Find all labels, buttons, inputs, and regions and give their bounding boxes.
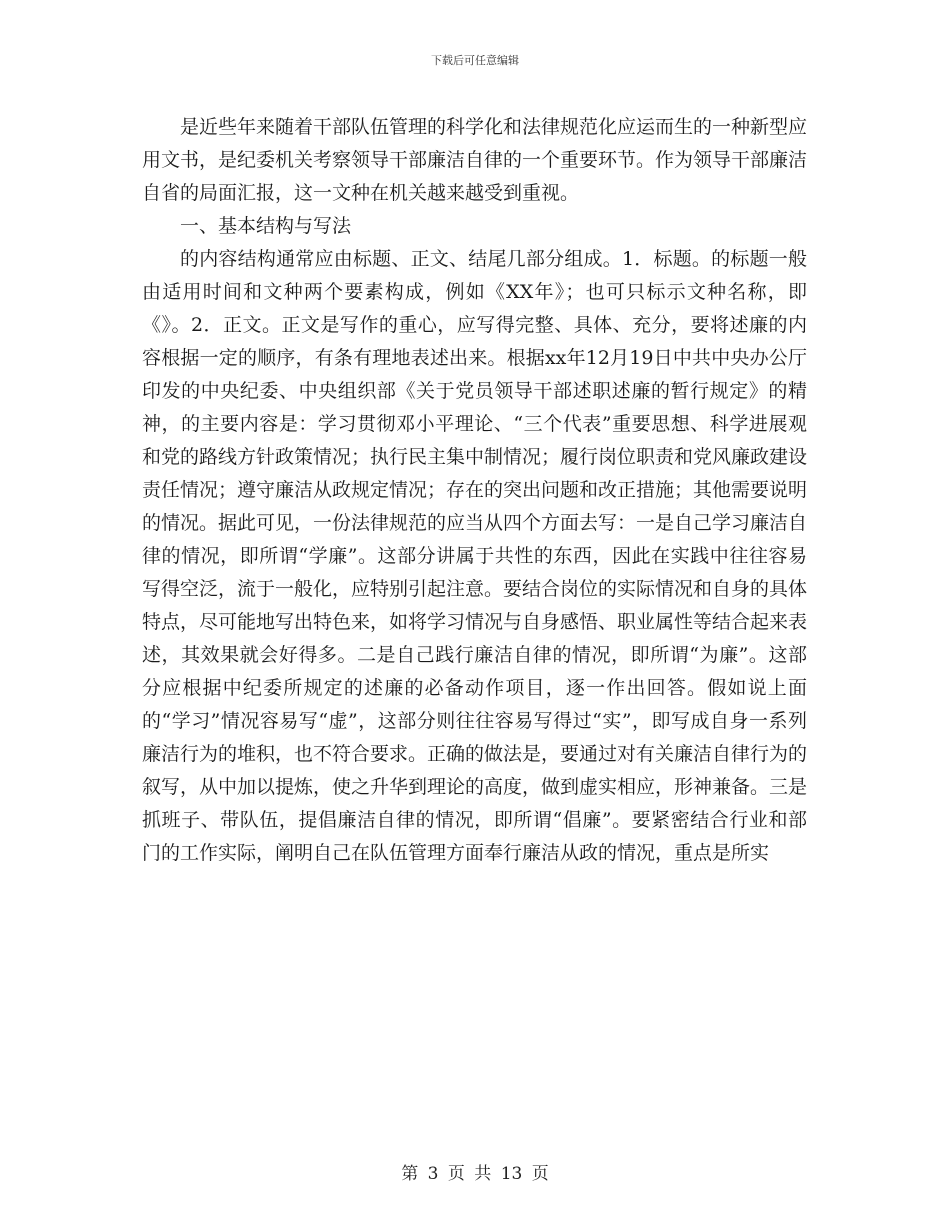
paragraph-structure: 的内容结构通常应由标题、正文、结尾几部分组成。1．标题。的标题一般由适用时间和文种两个要素构成，例如《XX年》；也可只标示文种名称，即《》。2．正文。正文是写作的重心，应写得完整、具体、充分，要将述廉的内容根据一定的顺序，有条有理地表述出来。根据xx年12月19日中共中央办公厅印发的中央纪委、中央组织部《关于党员领导干部述职述廉的暂行规定》的精神，的主要内容是：学习贯彻邓小平理论、“三个代表”重要思想、科学进展观和党的路线方针政策情况；执行民主集中制情况；履行岗位职责和党风廉政建设责任情况；遵守廉洁从政规定情况；存在的突出问题和改正措施；其他需要说明的情况。据此可见，一份法律规范的应当从四个方面去写：一是自己学习廉洁自律的情况，即所谓“学廉”。这部分讲属于共性的东西，因此在实践中往往容易写得空泛，流于一般化，应特别引起注意。要结合岗位的实际情况和自身的具体特点，尽可能地写出特色来，如将学习情况与自身感悟、职业属性等结合起来表述，其效果就会好得多。二是自己践行廉洁自律的情况，即所谓“为廉”。这部分应根据中纪委所规定的述廉的必备动作项目，逐一作出回答。假如说上面的“学习”情况容易写“虚”，这部分则往往容易写得过“实”，即写成自身一系列廉洁行为的堆积，也不符合要求。正确的做法是，要通过对有关廉洁自律行为的叙写，从中加以提炼，使之升华到理论的高度，做到虚实相应，形神兼备。三是抓班子、带队伍，提倡廉洁自律的情况，即所谓“倡廉”。要紧密结合行业和部门的工作实际，阐明自己在队伍管理方面奉行廉洁从政的情况，重点是所实 — [142, 248, 808, 864]
page-header-note: 下载后可任意编辑 — [431, 54, 519, 67]
document-body — [142, 111, 807, 870]
section-heading: 一、基本结构与写法 — [180, 215, 352, 237]
paragraph-intro: 是近些年来随着干部队伍管理的科学化和法律规范化应运而生的一种新型应用文书，是纪委机关考察领导干部廉洁自律的一个重要环节。作为领导干部廉洁自省的局面汇报，这一文种在机关越来越受到重视。 — [142, 116, 808, 204]
page-number: 第 3 页 共 13 页 — [401, 1164, 549, 1184]
